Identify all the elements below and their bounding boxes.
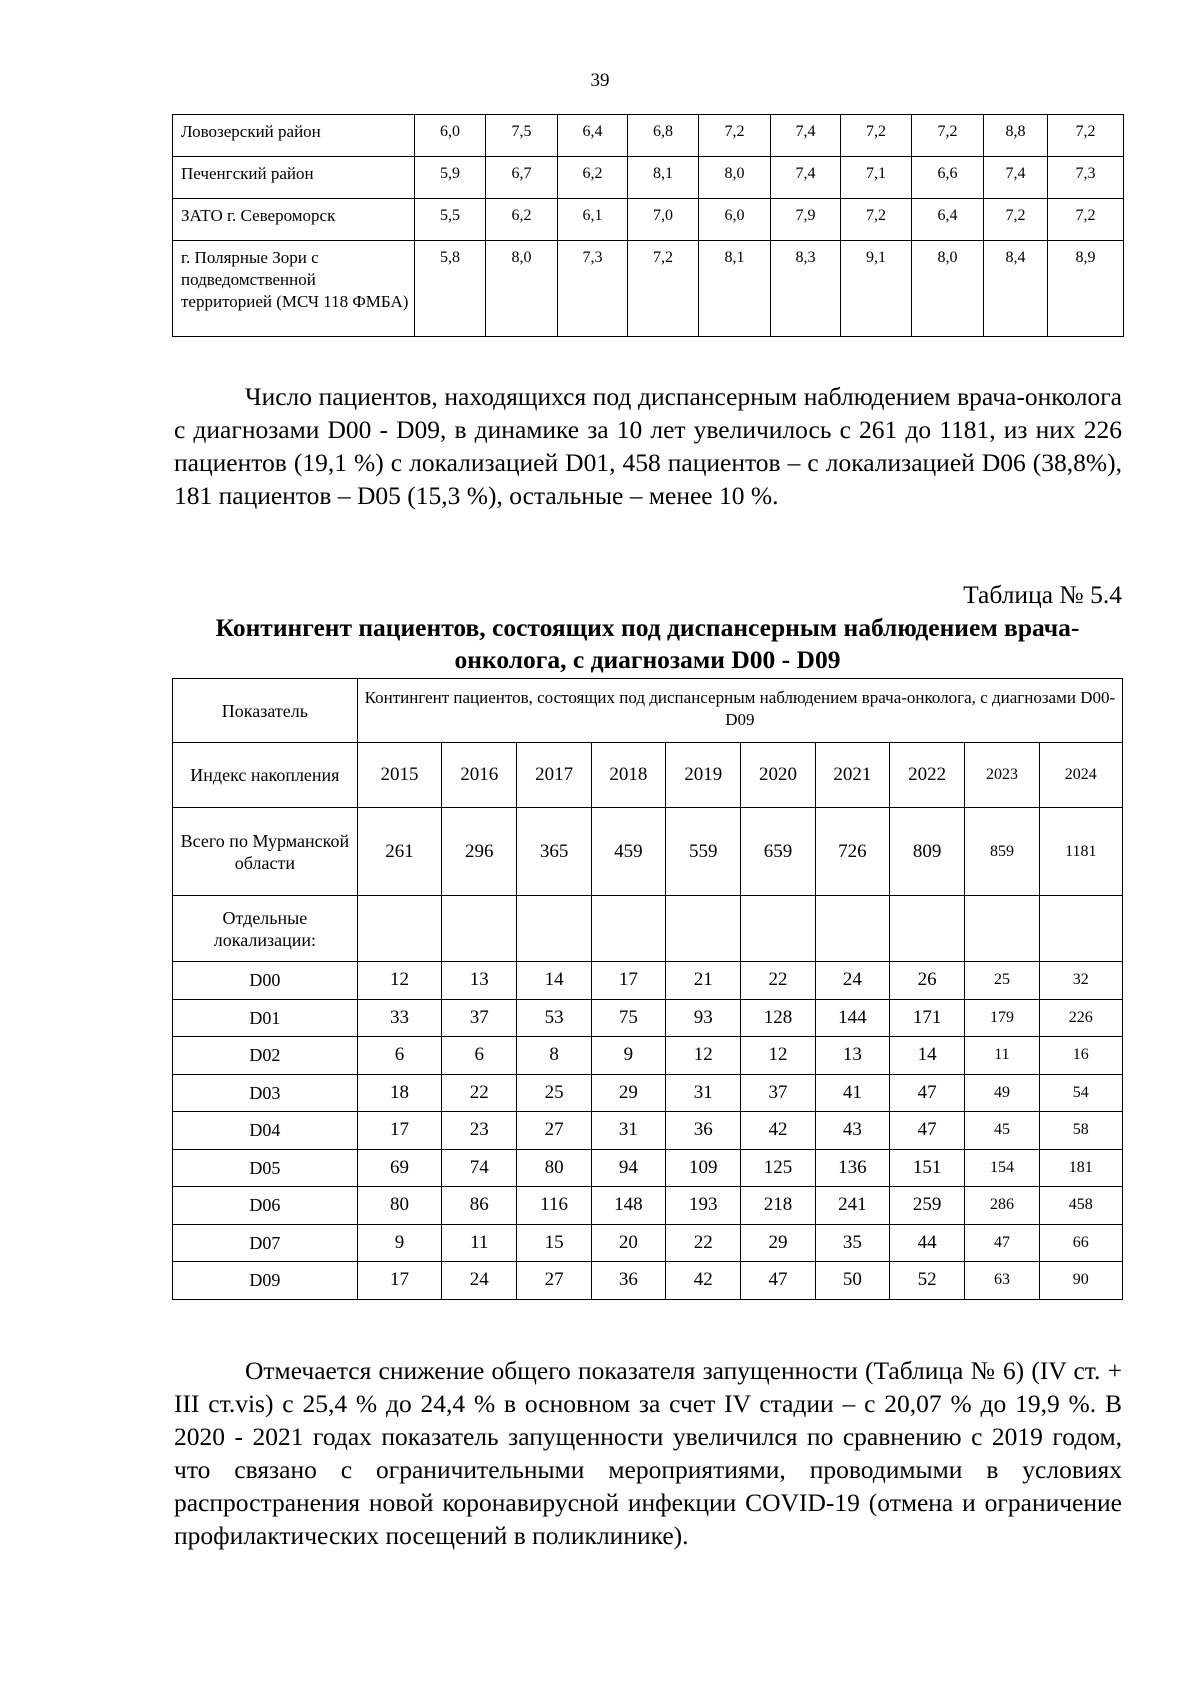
- table-row: [173, 1074, 1123, 1112]
- table-cell: 286: [965, 1187, 1039, 1225]
- table-cell: 36: [666, 1112, 741, 1150]
- table-cell: 80: [517, 1149, 591, 1187]
- table-cell: 24: [442, 1262, 517, 1300]
- table-cell: 136: [815, 1149, 889, 1187]
- table-cell: 6,4: [558, 115, 628, 157]
- table-cell: 7,4: [771, 157, 841, 199]
- table-cell: 8: [517, 1037, 591, 1075]
- table-cell: 7,2: [1048, 199, 1124, 241]
- table-cell: 171: [889, 999, 964, 1037]
- region-name: г. Полярные Зори с подведомственной территорией (МСЧ 118 ФМБА): [173, 241, 415, 337]
- table-row: [173, 1187, 1123, 1225]
- table-cell: 259: [889, 1187, 964, 1225]
- total-cell: 1181: [1039, 808, 1122, 896]
- table-row: [173, 241, 1124, 337]
- table-cell: 90: [1039, 1262, 1122, 1300]
- table-cell: 22: [666, 1224, 741, 1262]
- table-cell: 6,7: [486, 157, 558, 199]
- table-cell: 66: [1039, 1224, 1122, 1262]
- table-cell: 5,5: [415, 199, 486, 241]
- table-cell: 7,2: [984, 199, 1048, 241]
- diagnosis-code: D04: [173, 1112, 358, 1150]
- table-cell: 47: [965, 1224, 1039, 1262]
- table-cell: 218: [741, 1187, 815, 1225]
- table-cell: 42: [666, 1262, 741, 1300]
- table-cell: 86: [442, 1187, 517, 1225]
- table-cell: 226: [1039, 999, 1122, 1037]
- table-cell: 17: [357, 1112, 441, 1150]
- diagnosis-code: D01: [173, 999, 358, 1037]
- table-cell: 7,4: [984, 157, 1048, 199]
- total-cell: 261: [357, 808, 441, 896]
- table-cell: 16: [1039, 1037, 1122, 1075]
- year-header: 2015: [357, 743, 441, 808]
- table-cell: 45: [965, 1112, 1039, 1150]
- table-cell: 193: [666, 1187, 741, 1225]
- table-cell: 27: [517, 1262, 591, 1300]
- table-cell: 7,3: [558, 241, 628, 337]
- total-cell: 559: [666, 808, 741, 896]
- table-cell: 7,4: [771, 115, 841, 157]
- table-cell: 24: [815, 962, 889, 1000]
- table-number: Таблица № 5.4: [963, 580, 1122, 609]
- table-cell: 5,8: [415, 241, 486, 337]
- table-cell: 13: [442, 962, 517, 1000]
- table-cell: 36: [591, 1262, 665, 1300]
- table-cell: 25: [965, 962, 1039, 1000]
- table-cell: 8,8: [984, 115, 1048, 157]
- table-cell: 21: [666, 962, 741, 1000]
- diagnosis-code: D05: [173, 1149, 358, 1187]
- table-cell: 37: [741, 1074, 815, 1112]
- table-cell: 63: [965, 1262, 1039, 1300]
- table-cell: 7,0: [628, 199, 699, 241]
- table-cell: 31: [591, 1112, 665, 1150]
- table-cell: 31: [666, 1074, 741, 1112]
- table-cell: 54: [1039, 1074, 1122, 1112]
- indicator-header: Показатель: [173, 679, 358, 743]
- table-row: [173, 115, 1124, 157]
- table-cell: 15: [517, 1224, 591, 1262]
- diagnosis-code: D02: [173, 1037, 358, 1075]
- page-number: 39: [590, 70, 610, 91]
- empty-cell: [517, 896, 591, 962]
- table-cell: 6,6: [912, 157, 984, 199]
- table-cell: 94: [591, 1149, 665, 1187]
- table-cell: 6,0: [699, 199, 771, 241]
- empty-cell: [666, 896, 741, 962]
- table-cell: 33: [357, 999, 441, 1037]
- table-cell: 7,2: [628, 241, 699, 337]
- table-cell: 75: [591, 999, 665, 1037]
- table-cell: 11: [965, 1037, 1039, 1075]
- table-cell: 43: [815, 1112, 889, 1150]
- table-cell: 22: [741, 962, 815, 1000]
- empty-cell: [965, 896, 1039, 962]
- table-cell: 6,4: [912, 199, 984, 241]
- table-cell: 151: [889, 1149, 964, 1187]
- year-header: 2019: [666, 743, 741, 808]
- table-row: [173, 1149, 1123, 1187]
- table-cell: 109: [666, 1149, 741, 1187]
- table-cell: 27: [517, 1112, 591, 1150]
- table-cell: 8,4: [984, 241, 1048, 337]
- table-cell: 6,2: [558, 157, 628, 199]
- table-cell: 49: [965, 1074, 1039, 1112]
- index-label: Индекс накопления: [173, 743, 358, 808]
- diagnosis-code: D07: [173, 1224, 358, 1262]
- table-cell: 7,1: [841, 157, 912, 199]
- table-cell: 9,1: [841, 241, 912, 337]
- table-cell: 47: [889, 1112, 964, 1150]
- total-cell: 459: [591, 808, 665, 896]
- table-cell: 32: [1039, 962, 1122, 1000]
- year-header: 2024: [1039, 743, 1122, 808]
- table-cell: 47: [889, 1074, 964, 1112]
- table-cell: 8,3: [771, 241, 841, 337]
- table-cell: 20: [591, 1224, 665, 1262]
- table-cell: 53: [517, 999, 591, 1037]
- table-cell: 37: [442, 999, 517, 1037]
- table-cell: 8,0: [486, 241, 558, 337]
- table-cell: 29: [591, 1074, 665, 1112]
- table-cell: 9: [591, 1037, 665, 1075]
- table-cell: 7,2: [841, 199, 912, 241]
- total-cell: 365: [517, 808, 591, 896]
- table-cell: 6,1: [558, 199, 628, 241]
- table-cell: 25: [517, 1074, 591, 1112]
- table-cell: 125: [741, 1149, 815, 1187]
- table-cell: 116: [517, 1187, 591, 1225]
- table-cell: 181: [1039, 1149, 1122, 1187]
- empty-cell: [357, 896, 441, 962]
- table-cell: 80: [357, 1187, 441, 1225]
- empty-cell: [591, 896, 665, 962]
- paragraph-neglect-rate: Отмечается снижение общего показателя запущенности (Таблица № 6) (IV ст. + III ст.vis) с 25,4 % до 24,4 % в основном за счет IV стадии – с 20,07 % до 19,9 %. В 2020 - 2021 годах показатель запущенности увеличился по сравнению с 2019 годом, что связано с ограничительными мероприятиями, проводимыми в условиях распространения новой коронавирусной инфекции COVID-19 (отмена и ограничение профилактических посещений в поликлинике).: [174, 1356, 1122, 1550]
- table-cell: 6,2: [486, 199, 558, 241]
- empty-cell: [815, 896, 889, 962]
- table-cell: 7,2: [912, 115, 984, 157]
- table-row: [173, 999, 1123, 1037]
- table-cell: 179: [965, 999, 1039, 1037]
- table-cell: 12: [741, 1037, 815, 1075]
- table-cell: 8,1: [628, 157, 699, 199]
- group-header: Контингент пациентов, состоящих под диспансерным наблюдением врача-онколога, с диагнозами D00-D09: [357, 679, 1122, 743]
- table-cell: 241: [815, 1187, 889, 1225]
- total-cell: 809: [889, 808, 964, 896]
- empty-cell: [741, 896, 815, 962]
- table-cell: 23: [442, 1112, 517, 1150]
- table-row: [173, 1224, 1123, 1262]
- table-cell: 26: [889, 962, 964, 1000]
- table-cell: 7,9: [771, 199, 841, 241]
- year-header: 2022: [889, 743, 964, 808]
- diagnosis-code: D06: [173, 1187, 358, 1225]
- localizations-label: Отдельные локализации:: [173, 896, 358, 962]
- table-cell: 42: [741, 1112, 815, 1150]
- region-name: Ловозерский район: [173, 115, 415, 157]
- table-cell: 7,3: [1048, 157, 1124, 199]
- contingent-table: [172, 678, 1123, 1300]
- empty-cell: [889, 896, 964, 962]
- regions-table: [172, 114, 1124, 337]
- table-cell: 128: [741, 999, 815, 1037]
- table-cell: 29: [741, 1224, 815, 1262]
- table-cell: 7,2: [699, 115, 771, 157]
- table-cell: 17: [591, 962, 665, 1000]
- table-cell: 7,2: [1048, 115, 1124, 157]
- table-row: [173, 1112, 1123, 1150]
- total-label: Всего по Мурманской области: [173, 808, 358, 896]
- table-cell: 14: [517, 962, 591, 1000]
- table-cell: 14: [889, 1037, 964, 1075]
- total-cell: 726: [815, 808, 889, 896]
- table-row: [173, 199, 1124, 241]
- table-cell: 6: [442, 1037, 517, 1075]
- table-cell: 52: [889, 1262, 964, 1300]
- year-header: 2021: [815, 743, 889, 808]
- table-cell: 13: [815, 1037, 889, 1075]
- year-header: 2016: [442, 743, 517, 808]
- empty-cell: [1039, 896, 1122, 962]
- table-row: [173, 962, 1123, 1000]
- total-cell: 296: [442, 808, 517, 896]
- table-cell: 35: [815, 1224, 889, 1262]
- year-header: 2018: [591, 743, 665, 808]
- region-name: ЗАТО г. Североморск: [173, 199, 415, 241]
- table-cell: 6: [357, 1037, 441, 1075]
- table-cell: 5,9: [415, 157, 486, 199]
- diagnosis-code: D09: [173, 1262, 358, 1300]
- table-cell: 148: [591, 1187, 665, 1225]
- table-cell: 12: [666, 1037, 741, 1075]
- table-cell: 8,0: [912, 241, 984, 337]
- table-cell: 6,8: [628, 115, 699, 157]
- year-header: 2023: [965, 743, 1039, 808]
- table-title: Контингент пациентов, состоящих под диспансерным наблюдением врача-онколога, с диагнозами D00 - D09: [215, 613, 1080, 674]
- table-cell: 22: [442, 1074, 517, 1112]
- table-cell: 8,1: [699, 241, 771, 337]
- total-cell: 659: [741, 808, 815, 896]
- table-cell: 8,0: [699, 157, 771, 199]
- table-cell: 144: [815, 999, 889, 1037]
- table-cell: 11: [442, 1224, 517, 1262]
- table-cell: 93: [666, 999, 741, 1037]
- table-cell: 154: [965, 1149, 1039, 1187]
- table-cell: 44: [889, 1224, 964, 1262]
- table-cell: 9: [357, 1224, 441, 1262]
- table-cell: 458: [1039, 1187, 1122, 1225]
- year-header: 2020: [741, 743, 815, 808]
- table-cell: 69: [357, 1149, 441, 1187]
- table-cell: 8,9: [1048, 241, 1124, 337]
- table-row: [173, 1037, 1123, 1075]
- table-cell: 7,5: [486, 115, 558, 157]
- empty-cell: [442, 896, 517, 962]
- table-row: [173, 157, 1124, 199]
- year-header: 2017: [517, 743, 591, 808]
- table-cell: 6,0: [415, 115, 486, 157]
- table-cell: 12: [357, 962, 441, 1000]
- table-cell: 58: [1039, 1112, 1122, 1150]
- table-cell: 47: [741, 1262, 815, 1300]
- region-name: Печенгский район: [173, 157, 415, 199]
- table-row: [173, 1262, 1123, 1300]
- table-cell: 17: [357, 1262, 441, 1300]
- table-cell: 18: [357, 1074, 441, 1112]
- total-cell: 859: [965, 808, 1039, 896]
- diagnosis-code: D00: [173, 962, 358, 1000]
- table-cell: 7,2: [841, 115, 912, 157]
- table-cell: 74: [442, 1149, 517, 1187]
- diagnosis-code: D03: [173, 1074, 358, 1112]
- table-cell: 41: [815, 1074, 889, 1112]
- paragraph-dispensary-count: Число пациентов, находящихся под диспансерным наблюдением врача-онколога с диагнозами D00 - D09, в динамике за 10 лет увеличилось с 261 до 1181, из них 226 пациентов (19,1 %) с локализацией D01, 458 пациентов – с локализацией D06 (38,8%), 181 пациентов – D05 (15,3 %), остальные – менее 10 %.: [174, 382, 1122, 510]
- table-cell: 50: [815, 1262, 889, 1300]
